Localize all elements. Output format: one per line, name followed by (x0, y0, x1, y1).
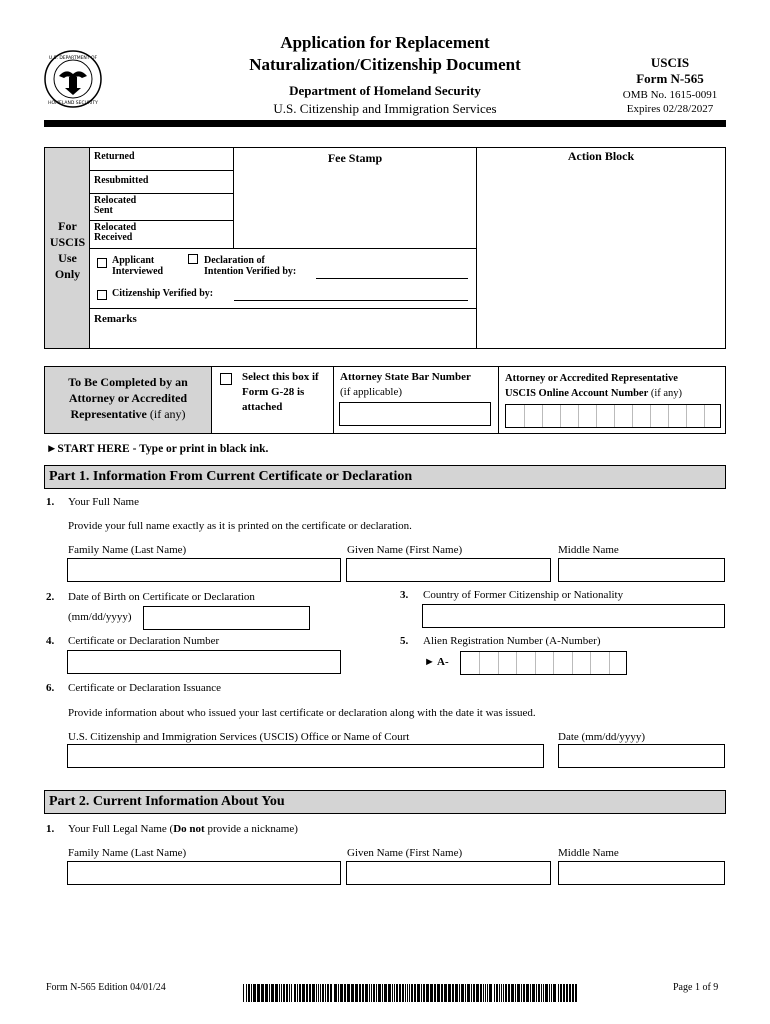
p1-given-name-label: Given Name (First Name) (347, 544, 463, 556)
barcode-bar (532, 984, 535, 1002)
barcode-bar (322, 984, 324, 1002)
barcode-bar (572, 984, 574, 1002)
p1-issue-date-input[interactable] (558, 744, 725, 768)
barcode-bar (523, 984, 525, 1002)
g28-label: Select this box if Form G-28 is attached (242, 371, 319, 413)
uscis-label: USCIS (650, 55, 690, 70)
declaration-verified-line (316, 278, 468, 279)
barcode-bar (392, 984, 393, 1002)
p1-given-name-input[interactable] (346, 558, 551, 582)
barcode-bar (275, 984, 278, 1002)
declaration-intention-checkbox[interactable] (188, 254, 198, 264)
barcode-bar (271, 984, 274, 1002)
fee-stamp-label: Fee Stamp (327, 151, 383, 165)
barcode-bar (517, 984, 520, 1002)
barcode-bar (461, 984, 464, 1002)
barcode-bar (536, 984, 537, 1002)
barcode-bar (402, 984, 404, 1002)
barcode-bar (316, 984, 317, 1002)
barcode-bar (434, 984, 436, 1002)
barcode-bar (566, 984, 568, 1002)
barcode-bar (541, 984, 542, 1002)
p1-q1-number: 1. (46, 496, 55, 508)
barcode-bar (553, 984, 556, 1002)
p1-date-label: Date (mm/dd/yyyy) (558, 731, 646, 743)
p2-q1-label: Your Full Legal Name (Do not provide a nickname) (68, 823, 298, 835)
barcode-bar (289, 984, 290, 1002)
barcode-bar (467, 984, 470, 1002)
p1-q1-label: Your Full Name (68, 496, 140, 508)
account-number-input[interactable] (505, 404, 721, 428)
p1-q6-number: 6. (46, 682, 55, 694)
p2-given-name-label: Given Name (First Name) (347, 847, 463, 859)
barcode-bar (347, 984, 350, 1002)
barcode-bar (338, 984, 339, 1002)
barcode-bar (340, 984, 343, 1002)
attorney-gray-panel: To Be Completed by an Attorney or Accredited Representative (if any) (45, 367, 212, 433)
p1-q5-number: 5. (400, 635, 409, 647)
barcode-bar (253, 984, 256, 1002)
barcode-bar (414, 984, 416, 1002)
barcode-bar (378, 984, 381, 1002)
bar-number-label: Attorney State Bar Number (340, 371, 471, 383)
uscis-side-label: For USCIS Use Only (49, 219, 86, 281)
barcode-bar (455, 984, 458, 1002)
barcode-bar (480, 984, 482, 1002)
p1-country-input[interactable] (422, 604, 725, 628)
barcode-bar (526, 984, 529, 1002)
p2-middle-name-input[interactable] (558, 861, 725, 885)
barcode-bar (371, 984, 372, 1002)
barcode-bar (444, 984, 447, 1002)
barcode-bar (369, 984, 370, 1002)
declaration-intention-label: Declaration of Intention Verified by: (204, 255, 297, 277)
applicant-interviewed-label: Applicant Interviewed (112, 255, 164, 277)
citizenship-verified-label: Citizenship Verified by: (112, 288, 214, 299)
barcode-bar (421, 984, 422, 1002)
p1-middle-name-input[interactable] (558, 558, 725, 582)
seal-text-top: U.S. DEPARTMENT OF (48, 56, 98, 61)
resubmitted-label: Resubmitted (94, 175, 149, 186)
department-name: Department of Homeland Security (289, 83, 481, 98)
barcode-bar (246, 984, 247, 1002)
remarks-label: Remarks (94, 313, 137, 325)
barcode-bar (243, 984, 244, 1002)
barcode-bar (515, 984, 516, 1002)
action-block-label: Action Block (567, 149, 635, 163)
p1-q1-instruction: Provide your full name exactly as it is printed on the certificate or declaration. (68, 520, 412, 532)
p1-q6-label: Certificate or Declaration Issuance (68, 682, 222, 694)
barcode-bar (306, 984, 308, 1002)
barcode-bar (452, 984, 454, 1002)
part2-heading: Part 2. Current Information About You (44, 790, 726, 814)
barcode-bar (283, 984, 285, 1002)
p2-middle-name-label: Middle Name (558, 847, 619, 859)
barcode-bar (437, 984, 440, 1002)
barcode-bar (281, 984, 282, 1002)
barcode-bar (330, 984, 332, 1002)
returned-label: Returned (94, 151, 135, 162)
barcode-bar (355, 984, 358, 1002)
barcode-bar (485, 984, 486, 1002)
part1-heading: Part 1. Information From Current Certificate or Declaration (44, 465, 726, 489)
barcode-bar (494, 984, 495, 1002)
barcode-bar (302, 984, 305, 1002)
barcode-bar (545, 984, 548, 1002)
barcode-bar (551, 984, 552, 1002)
form-number: Form N-565 (636, 71, 704, 86)
barcode-bar (569, 984, 571, 1002)
barcode-bar (376, 984, 377, 1002)
barcode-bar (489, 984, 492, 1002)
relocated-sent-label: Relocated Sent (94, 195, 137, 216)
barcode-bar (426, 984, 429, 1002)
barcode-bar (503, 984, 504, 1002)
barcode-bar (499, 984, 500, 1002)
bar-number-qualifier: (if applicable) (340, 386, 402, 398)
footer-page-number: Page 1 of 9 (673, 982, 719, 993)
barcode-bar (487, 984, 488, 1002)
barcode-bar (297, 984, 298, 1002)
p1-certificate-number-input[interactable] (67, 650, 341, 674)
p1-q2-number: 2. (46, 591, 55, 603)
account-number-label: Attorney or Accredited Representative (505, 373, 678, 384)
barcode-bar (388, 984, 391, 1002)
barcode-bar (575, 984, 577, 1002)
barcode-bar (399, 984, 401, 1002)
p1-q3-label: Country of Former Citizenship or Nationality (423, 589, 624, 601)
barcode-bar (334, 984, 337, 1002)
p1-a-number-input[interactable] (460, 651, 627, 675)
barcode-bar (483, 984, 484, 1002)
barcode-bar (312, 984, 315, 1002)
citizenship-verified-line (234, 300, 468, 301)
p1-dob-input[interactable] (143, 606, 310, 630)
start-here-instruction: ►START HERE - Type or print in black ink. (46, 443, 269, 455)
header-rule (44, 120, 726, 127)
p1-q4-label: Certificate or Declaration Number (68, 635, 220, 647)
p1-q2-format: (mm/dd/yyyy) (68, 611, 132, 623)
barcode-bar (423, 984, 425, 1002)
barcode-bar (521, 984, 522, 1002)
p2-family-name-label: Family Name (Last Name) (68, 847, 187, 859)
form-title-line2: Naturalization/Citizenship Document (249, 55, 521, 74)
omb-number: OMB No. 1615-0091 (622, 89, 718, 101)
p1-middle-name-label: Middle Name (558, 544, 619, 556)
seal-text-bottom: HOMELAND SECURITY (48, 101, 98, 106)
account-number-label-2: USCIS Online Account Number (if any) (505, 388, 683, 399)
bar-number-input[interactable] (339, 402, 491, 426)
dhs-seal (44, 50, 102, 108)
barcode-bar (279, 984, 280, 1002)
p2-q1-number: 1. (46, 823, 55, 835)
barcode-bar (511, 984, 514, 1002)
p1-q2-label: Date of Birth on Certificate or Declaration (68, 591, 255, 603)
barcode-bar (327, 984, 329, 1002)
barcode-bar (286, 984, 288, 1002)
p1-office-label: U.S. Citizenship and Immigration Services (USCIS) Office or Name of Court (68, 731, 410, 743)
expiration-date: Expires 02/28/2027 (626, 103, 714, 115)
p2-family-name-input[interactable] (67, 861, 341, 885)
barcode-bar (248, 984, 250, 1002)
barcode-bar (265, 984, 268, 1002)
p1-q3-number: 3. (400, 589, 409, 601)
barcode-bar (407, 984, 408, 1002)
barcode-bar (261, 984, 264, 1002)
barcode-bar (257, 984, 260, 1002)
barcode-bar (538, 984, 540, 1002)
barcode-bar (560, 984, 562, 1002)
barcode-bar (543, 984, 544, 1002)
barcode-bar (417, 984, 420, 1002)
p2-given-name-input[interactable] (346, 861, 551, 885)
barcode-bar (430, 984, 433, 1002)
barcode-bar (344, 984, 346, 1002)
form-title-line1: Application for Replacement (280, 33, 490, 52)
barcode-bar (549, 984, 550, 1002)
citizenship-verified-checkbox[interactable] (97, 290, 107, 300)
barcode-bar (320, 984, 321, 1002)
barcode-bar (359, 984, 361, 1002)
barcode (243, 984, 578, 1002)
barcode-bar (299, 984, 301, 1002)
fee-stamp-divider (476, 148, 477, 348)
relocated-received-label: Relocated Received (94, 222, 137, 243)
p1-q5-label: Alien Registration Number (A-Number) (423, 635, 601, 647)
barcode-bar (459, 984, 460, 1002)
barcode-bar (309, 984, 311, 1002)
barcode-bar (394, 984, 395, 1002)
a-number-prefix: ► A- (424, 656, 449, 668)
barcode-bar (496, 984, 498, 1002)
barcode-bar (409, 984, 410, 1002)
barcode-bar (396, 984, 398, 1002)
barcode-bar (473, 984, 475, 1002)
barcode-bar (362, 984, 364, 1002)
barcode-bar (318, 984, 319, 1002)
agency-name: U.S. Citizenship and Immigration Services (273, 101, 497, 116)
barcode-bar (251, 984, 252, 1002)
p1-q6-instruction: Provide information about who issued your last certificate or declaration along with the date it was issued. (68, 707, 536, 719)
barcode-bar (563, 984, 565, 1002)
barcode-bar (382, 984, 383, 1002)
p1-family-name-label: Family Name (Last Name) (68, 544, 187, 556)
p1-family-name-input[interactable] (67, 558, 341, 582)
barcode-bar (291, 984, 292, 1002)
footer-edition: Form N-565 Edition 04/01/24 (46, 982, 166, 993)
p1-office-input[interactable] (67, 744, 544, 768)
barcode-bar (325, 984, 326, 1002)
barcode-bar (501, 984, 502, 1002)
barcode-bar (365, 984, 368, 1002)
p1-q4-number: 4. (46, 635, 55, 647)
barcode-bar (476, 984, 479, 1002)
barcode-bar (405, 984, 406, 1002)
barcode-bar (558, 984, 559, 1002)
g28-checkbox[interactable] (220, 373, 232, 385)
barcode-bar (441, 984, 443, 1002)
applicant-interviewed-checkbox[interactable] (97, 258, 107, 268)
barcode-bar (508, 984, 510, 1002)
barcode-bar (269, 984, 270, 1002)
barcode-bar (530, 984, 531, 1002)
barcode-bar (505, 984, 507, 1002)
barcode-bar (384, 984, 387, 1002)
barcode-bar (465, 984, 466, 1002)
barcode-bar (294, 984, 296, 1002)
barcode-bar (411, 984, 413, 1002)
barcode-bar (448, 984, 451, 1002)
barcode-bar (471, 984, 472, 1002)
barcode-bar (351, 984, 354, 1002)
barcode-bar (373, 984, 375, 1002)
